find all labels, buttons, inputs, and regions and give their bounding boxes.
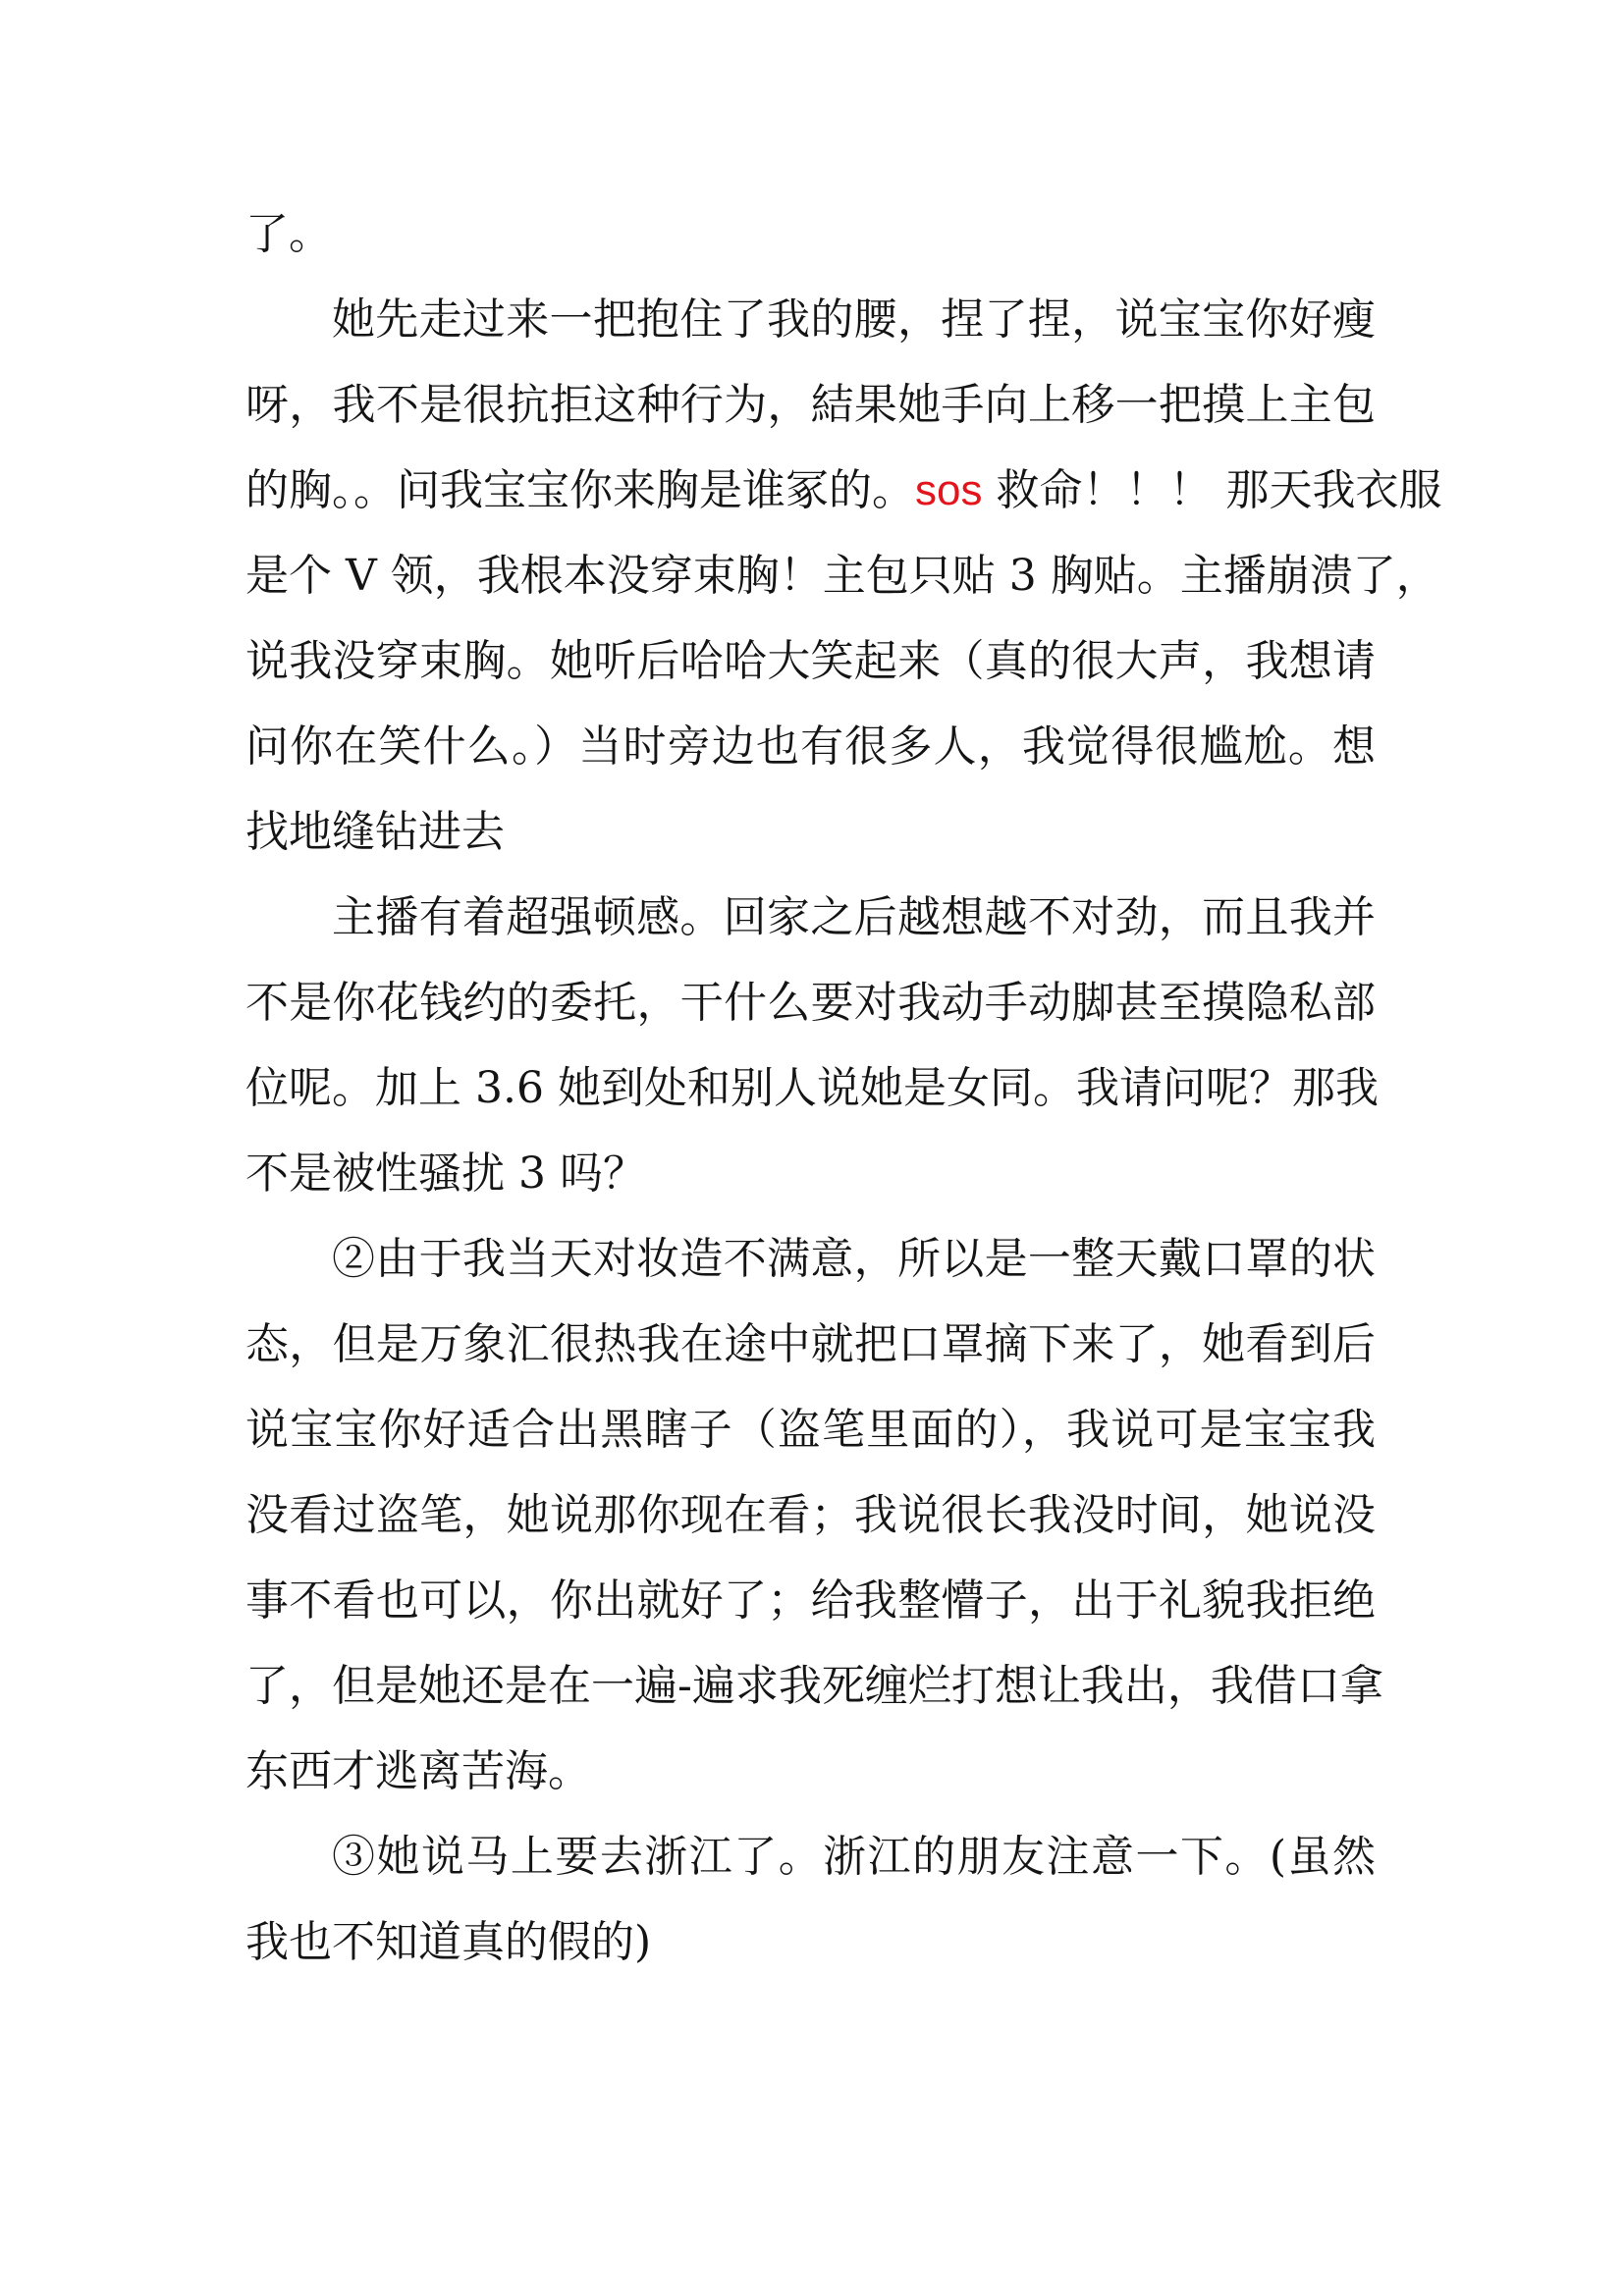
text-line: ②由于我当天对妆造不满意，所以是一整天戴口罩的状 xyxy=(332,1234,1376,1284)
paragraph xyxy=(245,277,1442,875)
text-line: 找地缝钻进去 xyxy=(245,807,505,857)
text-line: 了，但是她还是在一遍-遍求我死缠烂打想让我出，我借口拿 xyxy=(245,1661,1383,1711)
text-line: 没看过盗笔，她说那你现在看；我说很长我没时间，她说没 xyxy=(245,1490,1376,1540)
text-line: 态，但是万象汇很热我在途中就把口罩摘下来了，她看到后 xyxy=(245,1319,1376,1369)
paragraph xyxy=(245,875,1379,1216)
text-line: 是个 V 领，我根本没穿束胸！主包只贴 3 胸贴。主播崩溃了， xyxy=(245,551,1439,601)
text-line: ③她说马上要去浙江了。浙江的朋友注意一下。(虽然 xyxy=(332,1832,1376,1882)
paragraph xyxy=(245,191,1376,277)
text-segment: 救命！！！ 那天我衣服 xyxy=(982,465,1442,515)
text-segment: 的胸。。问我宝宝你来胸是谁冢的。 xyxy=(245,465,915,515)
document-body xyxy=(245,191,1442,1985)
text-line: 说宝宝你好适合出黑瞎子（盗笔里面的），我说可是宝宝我 xyxy=(245,1405,1376,1455)
text-line: 她先走过来一把抱住了我的腰，捏了捏，说宝宝你好瘦 xyxy=(332,294,1376,345)
text-line: 主播有着超强顿感。回家之后越想越不对劲，而且我并 xyxy=(332,892,1376,942)
text-line: 不是你花钱约的委托，干什么要对我动手动脚甚至摸隐私部 xyxy=(245,978,1376,1028)
text-line: 呀，我不是很抗拒这种行为，結果她手向上移一把摸上主包 xyxy=(245,380,1376,430)
text-line: 东西才逃离苦海。 xyxy=(245,1746,591,1796)
text-line: 问你在笑什么。）当时旁边也有很多人，我觉得很尴尬。想 xyxy=(245,721,1376,772)
text-line: 事不看也可以，你出就好了；给我整懵子，出于礼貌我拒绝 xyxy=(245,1575,1376,1626)
text-line: 说我没穿束胸。她听后哈哈大笑起来（真的很大声，我想请 xyxy=(245,636,1376,686)
text-line: 我也不知道真的假的) xyxy=(245,1917,652,1967)
text-line xyxy=(245,448,1442,533)
text-line: 了。 xyxy=(245,209,332,259)
text-line: 位呢。加上 3.6 她到处和别人说她是女同。我请问呢？那我 xyxy=(245,1063,1379,1113)
paragraph xyxy=(245,1216,1383,1814)
paragraph xyxy=(245,1814,1376,1985)
text-line: 不是被性骚扰 3 吗？ xyxy=(245,1148,646,1199)
highlighted-text: sos xyxy=(915,466,983,514)
